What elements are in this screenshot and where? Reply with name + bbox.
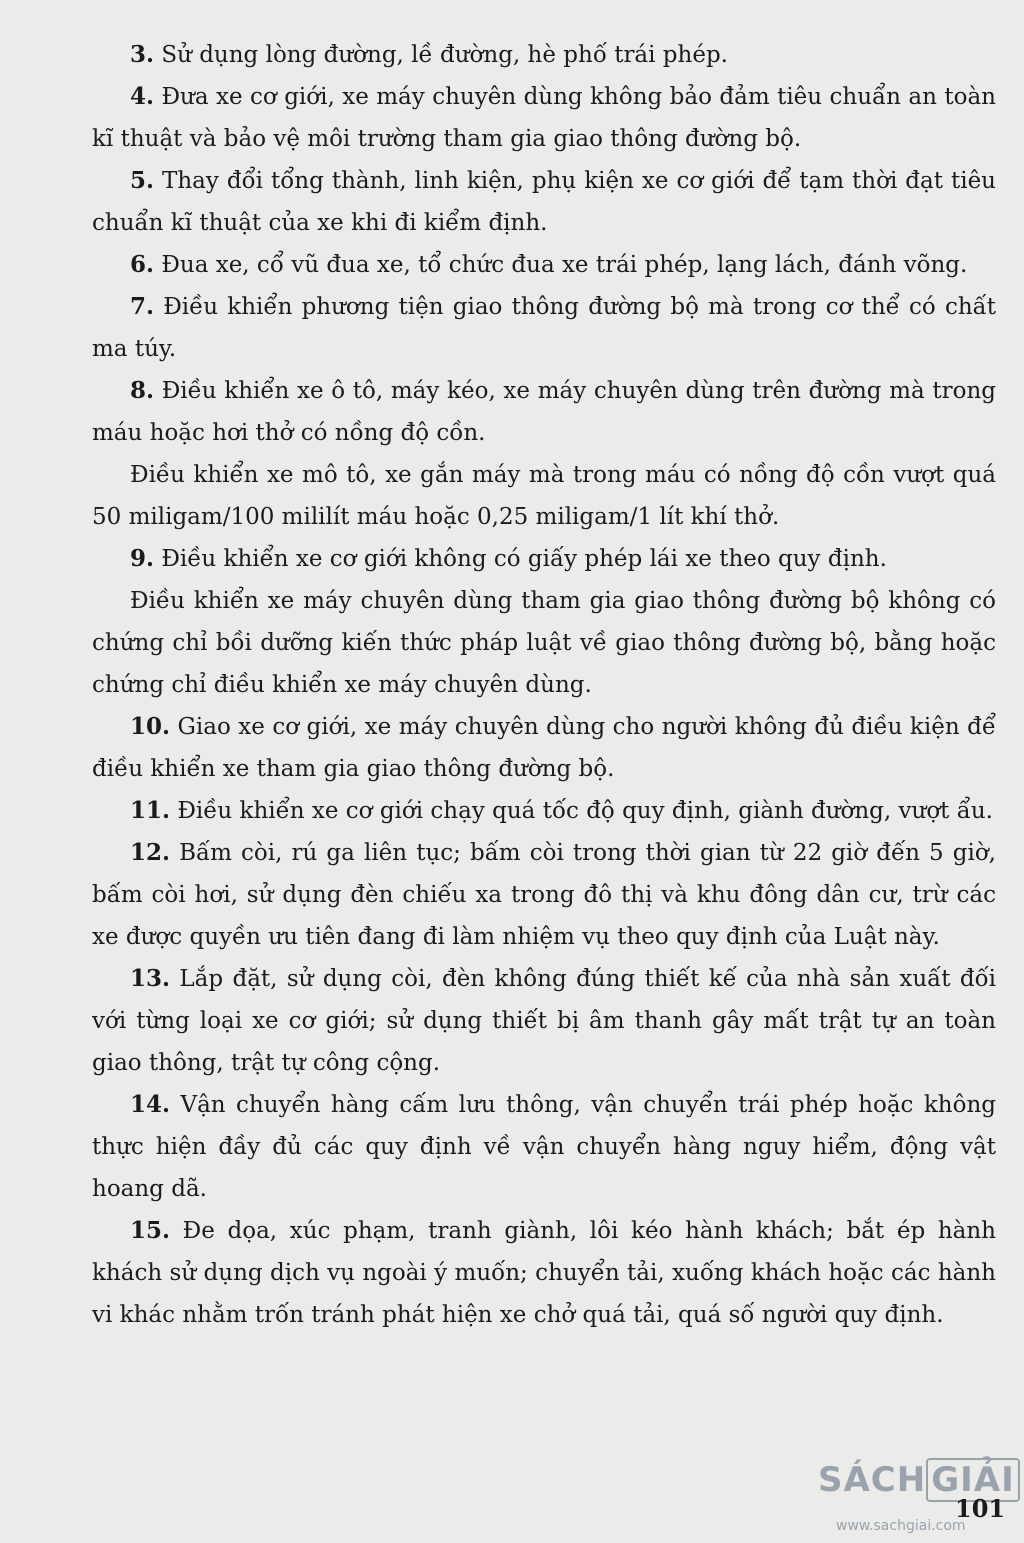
item-12 [92,832,996,958]
item-14 [92,1084,996,1210]
item-9 [92,538,996,580]
item-text: Điều khiển xe cơ giới không có giấy phép lái xe theo quy định. [154,546,887,572]
item-text: Đua xe, cổ vũ đua xe, tổ chức đua xe trái phép, lạng lách, đánh võng. [154,252,968,278]
item-number: 7. [130,293,155,320]
item-number: 3. [130,41,155,68]
item-number: 9. [130,545,155,572]
item-number: 5. [130,167,155,194]
item-text: Điều khiển phương tiện giao thông đường bộ mà trong cơ thể có chất ma túy. [92,294,996,362]
item-13 [92,958,996,1084]
watermark-logo-boxed: GIẢI [926,1458,1020,1502]
page-body [92,34,996,1336]
item-number: 6. [130,251,155,278]
item-number: 13. [130,965,171,992]
item-text: Vận chuyển hàng cấm lưu thông, vận chuyển trái phép hoặc không thực hiện đầy đủ các quy định về vận chuyển hàng nguy hiểm, động vật hoang dã. [92,1092,996,1202]
item-3 [92,34,996,76]
item-text: Điều khiển xe cơ giới chạy quá tốc độ quy định, giành đường, vượt ẩu. [170,798,993,824]
item-6 [92,244,996,286]
item-11 [92,790,996,832]
item-number: 14. [130,1091,171,1118]
item-text: Lắp đặt, sử dụng còi, đèn không đúng thiết kế của nhà sản xuất đối với từng loại xe cơ giới; sử dụng thiết bị âm thanh gây mất trật tự an toàn giao thông, trật tự công cộng. [92,966,996,1076]
watermark-url: www.sachgiai.com [836,1518,966,1534]
item-text: Bấm còi, rú ga liên tục; bấm còi trong thời gian từ 22 giờ đến 5 giờ, bấm còi hơi, sử dụng đèn chiếu xa trong đô thị và khu đông dân cư, trừ các xe được quyền ưu tiên đang đi làm nhiệm vụ theo quy định của Luật này. [92,840,996,950]
item-8-continued [92,454,996,538]
item-8 [92,370,996,454]
item-number: 10. [130,713,171,740]
watermark-logo-left: SÁCH [818,1460,927,1500]
item-text: Giao xe cơ giới, xe máy chuyên dùng cho người không đủ điều kiện để điều khiển xe tham gia giao thông đường bộ. [92,714,996,782]
item-number: 11. [130,797,171,824]
item-text: Điều khiển xe ô tô, máy kéo, xe máy chuyên dùng trên đường mà trong máu hoặc hơi thở có nồng độ cồn. [92,378,996,446]
item-5 [92,160,996,244]
item-text: Điều khiển xe mô tô, xe gắn máy mà trong máu có nồng độ cồn vượt quá 50 miligam/100 mililít máu hoặc 0,25 miligam/1 lít khí thở. [92,462,996,530]
item-number: 12. [130,839,171,866]
page-number: 101 [955,1494,1006,1523]
item-text: Thay đổi tổng thành, linh kiện, phụ kiện xe cơ giới để tạm thời đạt tiêu chuẩn kĩ thuật của xe khi đi kiểm định. [92,168,996,236]
item-7 [92,286,996,370]
item-text: Đe dọa, xúc phạm, tranh giành, lôi kéo hành khách; bắt ép hành khách sử dụng dịch vụ ngoài ý muốn; chuyển tải, xuống khách hoặc các hành vi khác nhằm trốn tránh phát hiện xe chở quá tải, quá số người quy định. [92,1218,996,1328]
item-number: 8. [130,377,155,404]
item-text: Sử dụng lòng đường, lề đường, hè phố trái phép. [154,42,728,68]
item-10 [92,706,996,790]
item-number: 15. [130,1217,171,1244]
item-4 [92,76,996,160]
item-number: 4. [130,83,155,110]
item-text: Điều khiển xe máy chuyên dùng tham gia giao thông đường bộ không có chứng chỉ bồi dưỡng kiến thức pháp luật về giao thông đường bộ, bằng hoặc chứng chỉ điều khiển xe máy chuyên dùng. [92,588,996,698]
item-9-continued [92,580,996,706]
item-text: Đưa xe cơ giới, xe máy chuyên dùng không bảo đảm tiêu chuẩn an toàn kĩ thuật và bảo vệ môi trường tham gia giao thông đường bộ. [92,84,996,152]
item-15 [92,1210,996,1336]
